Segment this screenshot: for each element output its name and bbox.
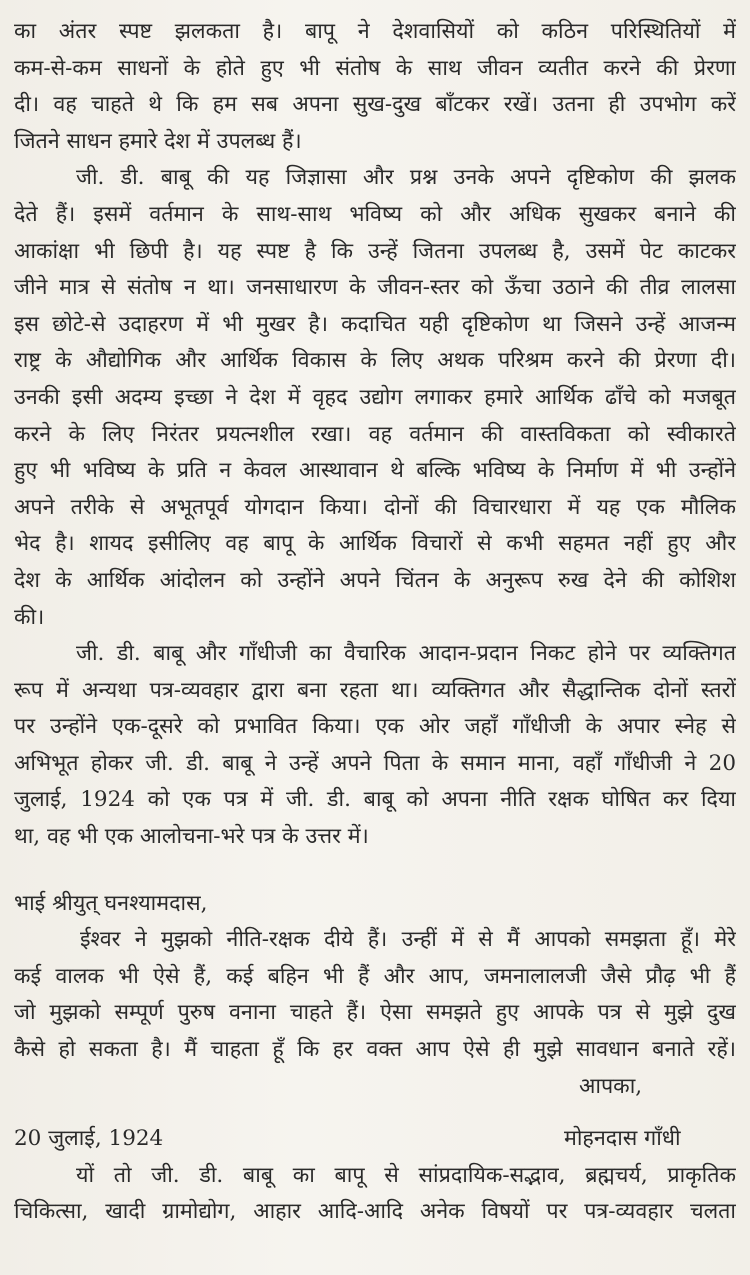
text-line: ईश्वर ने मुझको नीति-रक्षक दीये हैं। उन्हीं में से मैं आपको समझता हूँ। मेरे [80,927,736,953]
text-line: उनकी इसी अदम्य इच्छा ने देश में वृहद उद्योग लगाकर हमारे आर्थिक ढाँचे को मजबूत [14,384,736,410]
text-line: हुए भी भविष्य के प्रति न केवल आस्थावान थे बल्कि भविष्य के निर्माण में भी उन्होंने [14,458,736,484]
text-line: चिकित्सा, खादी ग्रामोद्योग, आहार आदि-आदि अनेक विषयों पर पत्र-व्यवहार चलता [14,1199,736,1225]
text-line: जो मुझको सम्पूर्ण पुरुष वनाना चाहते हैं। ऐसा समझते हुए आपके पत्र से मुझे दुख [14,1000,736,1026]
text-line: देश के आर्थिक आंदोलन को उन्होंने अपने चिंतन के अनुरूप रुख देने की कोशिश [14,567,736,593]
letter-signoff [14,1105,736,1158]
text-line: रूप में अन्यथा पत्र-व्यवहार द्वारा बना रहता था। व्यक्तिगत और सैद्धान्तिक दोनों स्तरों [14,677,736,703]
text-line: दी। वह चाहते थे कि हम सब अपना सुख-दुख बाँटकर रखें। उतना ही उपभोग करें [14,92,736,118]
text-line: जीने मात्र से संतोष न था। जनसाधारण के जीवन-स्तर को ऊँचा उठाने की तीव्र लालसा [14,275,736,301]
text-line: जुलाई, 1924 को एक पत्र में जी. डी. बाबू को अपना नीति रक्षक घोषित कर दिया [14,787,736,813]
text-line: अभिभूत होकर जी. डी. बाबू ने उन्हें अपने पिता के समान माना, वहाँ गाँधीजी ने 20 [14,750,736,776]
letter-date: 20 जुलाई, 1924 [14,1126,164,1152]
text-line: जी. डी. बाबू की यह जिज्ञासा और प्रश्न उनके अपने दृष्टिकोण की झलक [76,165,736,191]
paragraph-2 [14,160,736,636]
text-line: करने के लिए निरंतर प्रयत्नशील रखा। वह वर्तमान की वास्तविकता को स्वीकारते [14,421,736,447]
text-line: कम-से-कम साधनों के होते हुए भी संतोष के साथ जीवन व्यतीत करने की प्रेरणा [14,55,736,81]
text-line: यों तो जी. डी. बाबू का बापू से सांप्रदायिक-सद्भाव, ब्रह्मचर्य, प्राकृतिक [76,1162,736,1188]
text-line: कैसे हो सकता है। मैं चाहता हूँ कि हर वक्त आप ऐसे ही मुझे सावधान बनाते रहें। [14,1037,736,1063]
letter-closing: आपका, [579,1073,643,1099]
text-line: भेद है। शायद इसीलिए वह बापू के आर्थिक विचारों से कभी सहमत नहीं हुए और [14,531,736,557]
text-line: की। [14,604,45,630]
text-line: देते हैं। इसमें वर्तमान के साथ-साथ भविष्य को और अधिक सुखकर बनाने की [14,201,736,227]
text-line: आकांक्षा भी छिपी है। यह स्पष्ट है कि उन्हें जितना उपलब्ध है, उसमें पेट काटकर [14,238,736,264]
paragraph-3 [14,636,736,856]
paragraph-1 [14,14,736,160]
text-line: था, वह भी एक आलोचना-भरे पत्र के उत्तर में। [14,824,369,850]
paragraph-4 [14,1158,736,1231]
text-line: का अंतर स्पष्ट झलकता है। बापू ने देशवासियों को कठिन परिस्थितियों में [14,19,736,44]
text-line: जितने साधन हमारे देश में उपलब्ध हैं। [14,128,302,154]
text-line: कई वालक भी ऐसे हैं, कई बहिन भी हैं और आप, जमनालालजी जैसे प्रौढ़ भी हैं [14,963,736,989]
text-line: इस छोटे-से उदाहरण में भी मुखर है। कदाचित यही दृष्टिकोण था जिसने उन्हें आजन्म [14,311,736,337]
text-line: पर उन्होंने एक-दूसरे को प्रभावित किया। एक ओर जहाँ गाँधीजी के अपार स्नेह से [14,714,736,740]
letter-salutation: भाई श्रीयुत् घनश्यामदास, [14,890,208,916]
text-line: जी. डी. बाबू और गाँधीजी का वैचारिक आदान-प्रदान निकट होने पर व्यक्तिगत [76,641,736,667]
text-line: राष्ट्र के औद्योगिक और आर्थिक विकास के लिए अथक परिश्रम करने की प्रेरणा दी। [14,348,736,374]
section-gap [14,856,736,886]
letter-signature: मोहनदास गाँधी [564,1126,681,1152]
text-line: अपने तरीके से अभूतपूर्व योगदान किया। दोनों की विचारधारा में यह एक मौलिक [14,494,736,520]
quoted-letter [14,886,736,1158]
